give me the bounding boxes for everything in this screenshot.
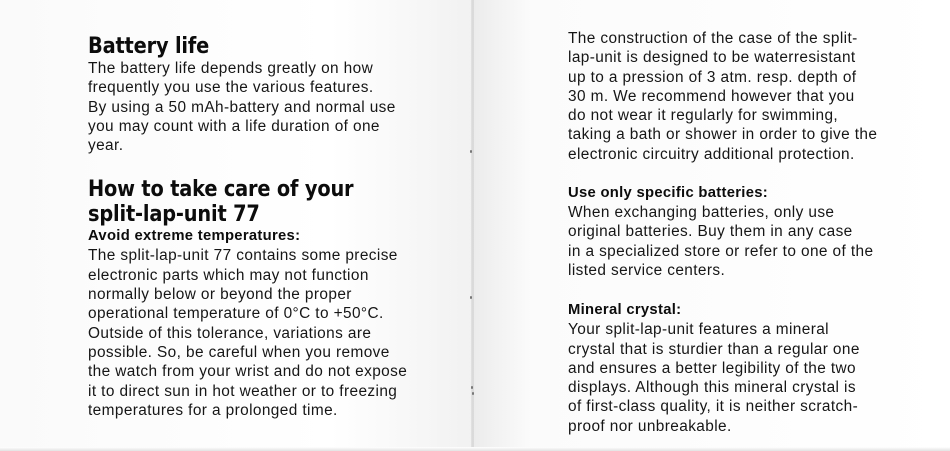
text-line: you may count with a life duration of one (88, 117, 380, 135)
text-line: taking a bath or shower in order to give the (568, 126, 878, 144)
speck (471, 386, 473, 389)
text-line: displays. Although this mineral crystal is (568, 379, 856, 397)
bottom-edge-shadow (0, 447, 950, 451)
battery-life-heading (88, 34, 414, 59)
text-line: The split-lap-unit 77 contains some precise (88, 247, 398, 265)
text-line: The battery life depends greatly on how (88, 60, 374, 77)
text-line: proof nor unbreakable. (568, 417, 732, 435)
case-construction-section (568, 29, 940, 164)
text-line: By using a 50 mAh-battery and normal use (88, 98, 396, 116)
batteries-section (568, 184, 940, 280)
text-line: year. (88, 137, 124, 155)
heading-line: Battery life (88, 34, 210, 59)
text-line: normally below or beyond the proper (88, 286, 352, 304)
speck (470, 296, 472, 299)
extreme-temperatures-subheading: Avoid extreme temperatures: (88, 228, 301, 245)
right-column (568, 29, 940, 436)
text-line: frequently you use the various features. (88, 79, 374, 97)
batteries-text (568, 203, 940, 280)
text-line: When exchanging batteries, only use (568, 204, 835, 222)
text-line: 30 m. We recommend however that you (568, 87, 855, 105)
heading-line: How to take care of your (88, 177, 354, 203)
text-line: it to direct sun in hot weather or to freezing (88, 382, 398, 400)
mineral-crystal-text (568, 320, 940, 436)
care-section (88, 177, 458, 420)
speck (472, 392, 474, 395)
text-line: do not wear it regularly for swimming, (568, 107, 839, 125)
text-line: in a specialized store or refer to one of the (568, 242, 874, 260)
text-line: the watch from your wrist and do not expose (88, 363, 408, 381)
mineral-crystal-section (568, 301, 940, 436)
battery-life-section (88, 34, 458, 155)
text-line: listed service centers. (568, 261, 726, 279)
text-line: Outside of this tolerance, variations are (88, 324, 372, 342)
right-page (474, 0, 950, 451)
text-line: possible. So, be careful when you remove (88, 343, 390, 361)
batteries-subheading: Use only specific batteries: (568, 185, 769, 202)
battery-life-text (88, 59, 458, 155)
text-line: operational temperature of 0°C to +50°C. (88, 305, 384, 323)
text-line: and ensures a better legibility of the two (568, 359, 857, 377)
speck (470, 150, 472, 153)
heading-line: split-lap-unit 77 (88, 202, 260, 228)
text-line: electronic circuitry additional protection. (568, 145, 855, 163)
case-construction-text (568, 29, 940, 164)
text-line: crystal that is sturdier than a regular one (568, 340, 860, 358)
text-line: up to a pression of 3 atm. resp. depth of (568, 68, 857, 86)
text-line: Your split-lap-unit features a mineral (568, 321, 830, 339)
left-column (88, 34, 458, 420)
left-page (0, 0, 474, 451)
extreme-temperatures-text (88, 246, 458, 420)
text-line: electronic parts which may not function (88, 266, 369, 284)
text-line: temperatures for a prolonged time. (88, 401, 338, 419)
text-line: lap-unit is designed to be waterresistant (568, 49, 856, 67)
text-line: The construction of the case of the split- (568, 30, 858, 47)
text-line: original batteries. Buy them in any case (568, 223, 853, 241)
text-line: of first-class quality, it is neither scratch- (568, 398, 859, 416)
care-heading (88, 177, 414, 227)
mineral-crystal-subheading: Mineral crystal: (568, 302, 682, 319)
